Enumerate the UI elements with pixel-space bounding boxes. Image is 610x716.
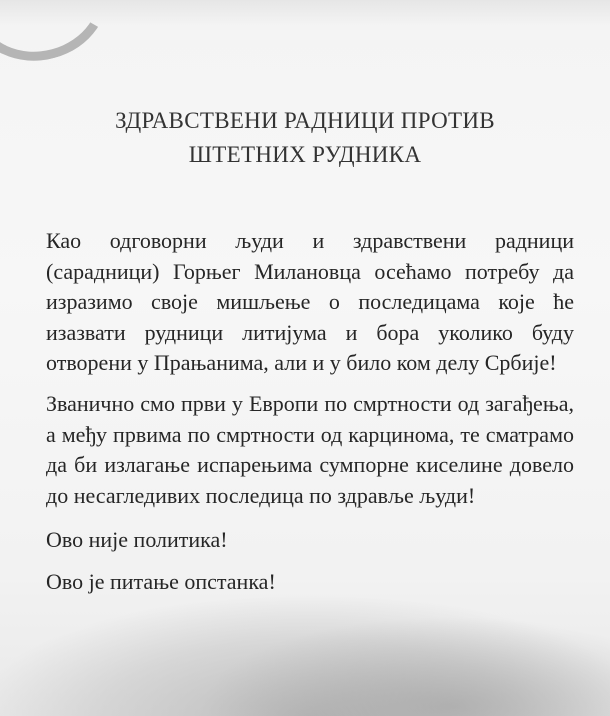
document-title xyxy=(0,104,610,172)
bottom-shadow-secondary xyxy=(200,616,610,716)
title-line-1: ЗДРАВСТВЕНИ РАДНИЦИ ПРОТИВ xyxy=(115,108,495,133)
title-line-2: ШТЕТНИХ РУДНИКА xyxy=(188,142,422,167)
document-body xyxy=(46,226,574,597)
closing-line-2: Ово је питање опстанка! xyxy=(46,569,276,595)
closing-line-1: Ово није политика! xyxy=(46,527,228,553)
paragraph-1: Као одговорни људи и здравствени радници (сарадници) Горњег Милановца осећамо потребу да изразимо своје мишљење о последицама које ће изазвати рудници литијума и бора уколико буду отворени у Прањанима, али и у било ком делу Србије! xyxy=(46,228,574,376)
paragraph-2: Званично смо први у Европи по смртности од загађења, а међу првима по смртности од карцинома, те сматрамо да би излагање испарењима сумпорне киселине довело до несагледивих последица по здравље људи! xyxy=(46,390,574,508)
paper-curl-shadow xyxy=(0,0,121,76)
